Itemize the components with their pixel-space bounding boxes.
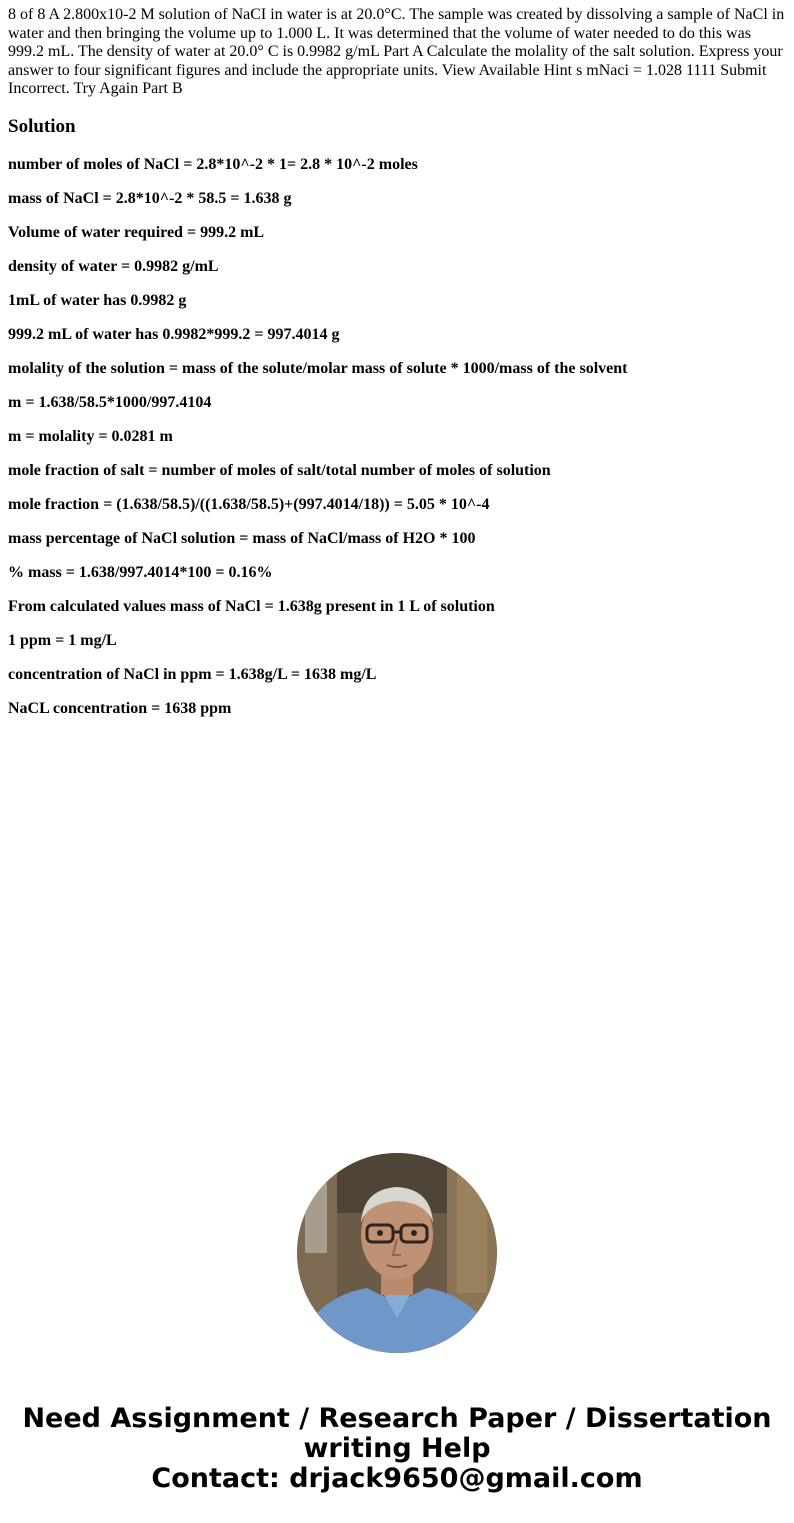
- solution-step: From calculated values mass of NaCl = 1.638g present in 1 L of solution: [8, 598, 495, 615]
- solution-step: mole fraction of salt = number of moles of salt/total number of moles of solution: [8, 462, 551, 479]
- solution-step: 999.2 mL of water has 0.9982*999.2 = 997.4014 g: [8, 326, 340, 343]
- solution-step: % mass = 1.638/997.4014*100 = 0.16%: [8, 564, 273, 581]
- solution-step: molality of the solution = mass of the solute/molar mass of solute * 1000/mass of the solvent: [8, 360, 628, 377]
- solution-step: 1 ppm = 1 mg/L: [8, 632, 117, 649]
- solution-step: mass of NaCl = 2.8*10^-2 * 58.5 = 1.638 g: [8, 190, 292, 207]
- contact-banner: [0, 1404, 794, 1494]
- solution-step: mole fraction = (1.638/58.5)/((1.638/58.5)+(997.4014/18)) = 5.05 * 10^-4: [8, 496, 490, 513]
- solution-step: Volume of water required = 999.2 mL: [8, 224, 265, 241]
- solution-step: number of moles of NaCl = 2.8*10^-2 * 1= 2.8 * 10^-2 moles: [8, 156, 418, 173]
- solution-step: concentration of NaCl in ppm = 1.638g/L = 1638 mg/L: [8, 666, 377, 683]
- banner-line: writing Help: [303, 1433, 491, 1464]
- solution-step: mass percentage of NaCl solution = mass of NaCl/mass of H2O * 100: [8, 530, 476, 547]
- solution-heading: Solution: [8, 116, 76, 137]
- solution-step: m = 1.638/58.5*1000/997.4104: [8, 394, 212, 411]
- author-portrait-icon: [297, 1153, 497, 1353]
- solution-step: 1mL of water has 0.9982 g: [8, 292, 187, 309]
- banner-contact: Contact: drjack9650@gmail.com: [151, 1463, 643, 1494]
- solution-step: m = molality = 0.0281 m: [8, 428, 173, 445]
- solution-steps: [8, 156, 788, 734]
- banner-line: Need Assignment / Research Paper / Dissertation: [22, 1403, 772, 1434]
- solution-step: density of water = 0.9982 g/mL: [8, 258, 219, 275]
- author-avatar: [297, 1153, 497, 1353]
- question-text: 8 of 8 A 2.800x10-2 M solution of NaCI in water is at 20.0°C. The sample was created by dissolving a sample of NaCl in water and then bringing the volume up to 1.000 L. It was determined that the volume of water needed to do this was 999.2 mL. The density of water at 20.0° C is 0.9982 g/mL Part A Calculate the molality of the salt solution. Express your answer to four significant figures and include the appropriate units. View Available Hint s mNaci = 1.028 1111 Submit Incorrect. Try Again Part B: [8, 6, 785, 97]
- solution-step: NaCL concentration = 1638 ppm: [8, 700, 232, 717]
